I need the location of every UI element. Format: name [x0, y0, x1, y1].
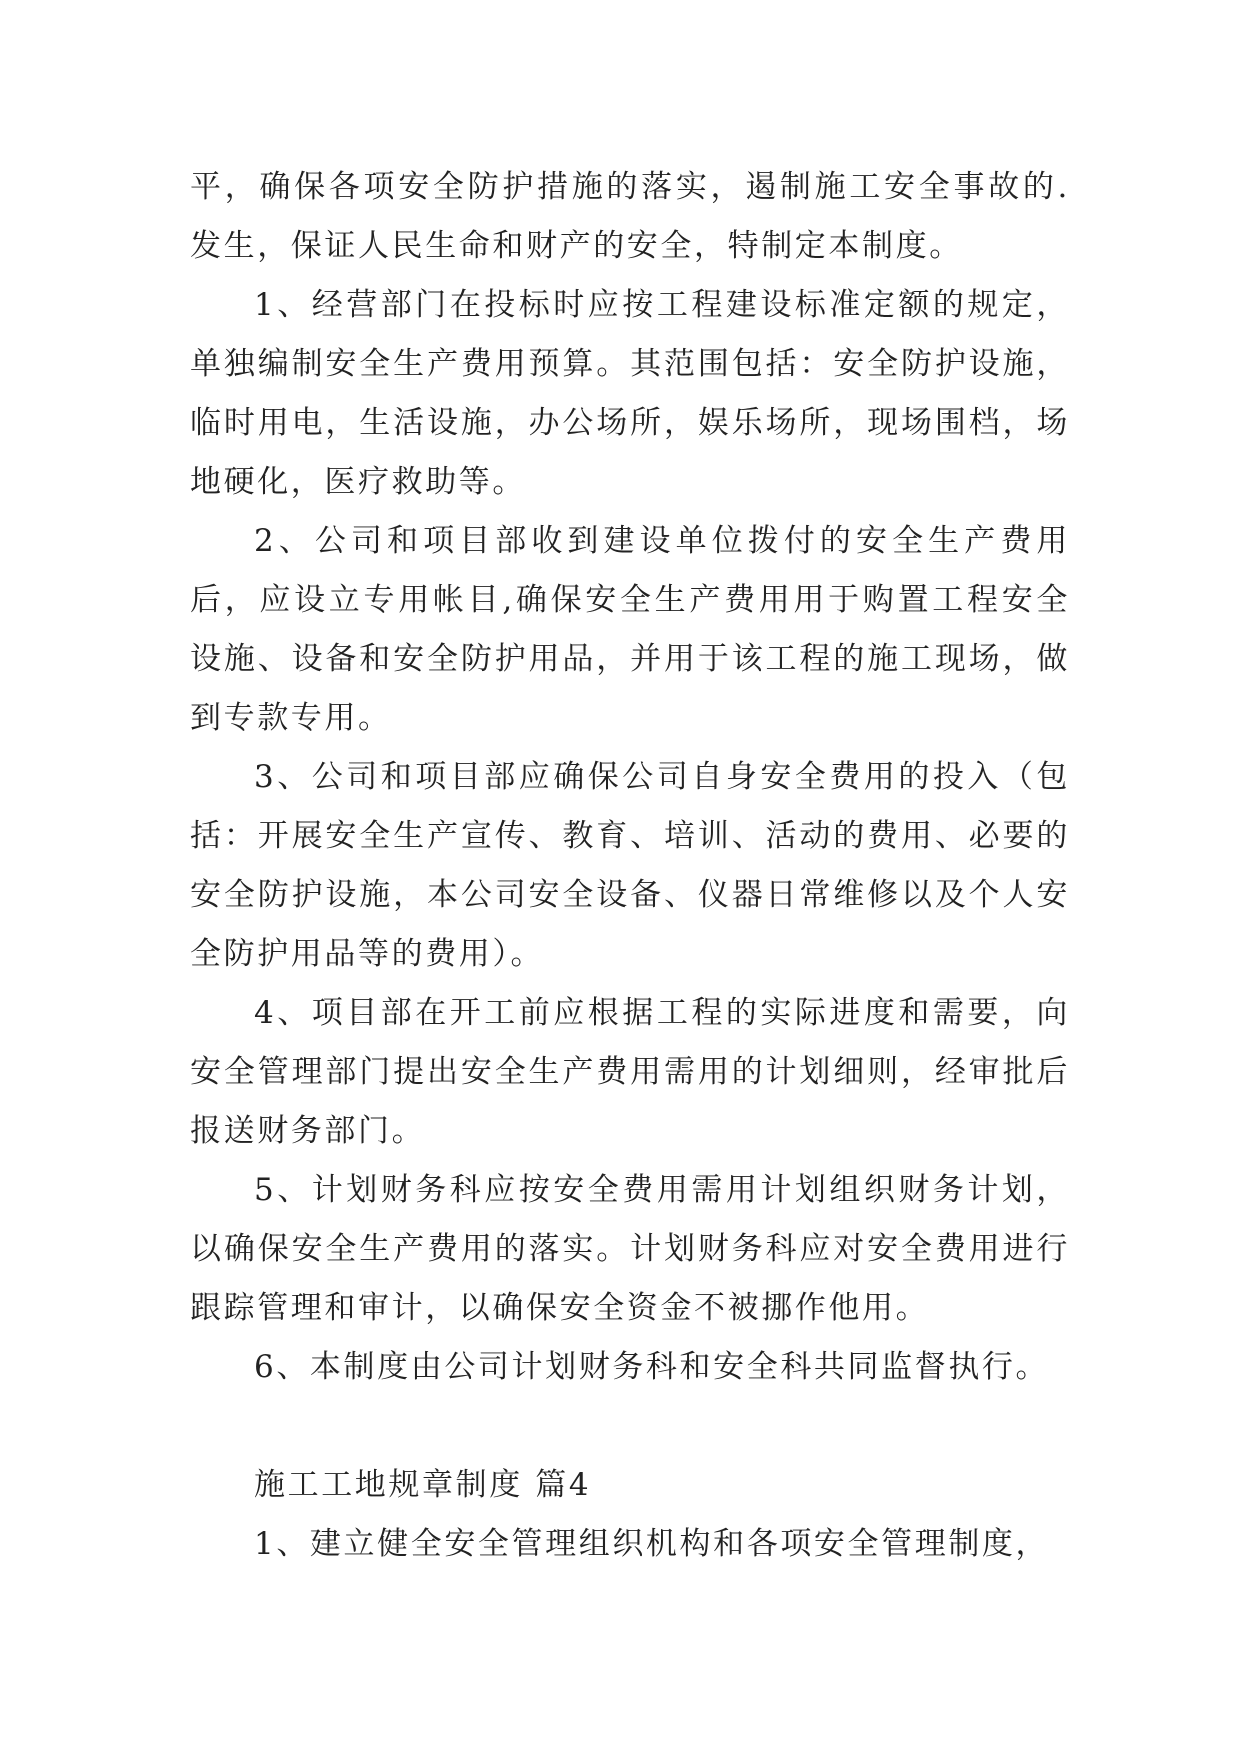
paragraph-item-3: 3、公司和项目部应确保公司自身安全费用的投入（包括：开展安全生产宣传、教育、培训、活动的费用、必要的安全防护设施，本公司安全设备、仪器日常维修以及个人安全防护用品等的费用）。: [190, 759, 1070, 972]
paragraph-item-2: 2、公司和项目部收到建设单位拨付的安全生产费用后，应设立专用帐目,确保安全生产费用用于购置工程安全设施、设备和安全防护用品，并用于该工程的施工现场，做到专款专用。: [190, 523, 1070, 736]
paragraph-item-4: 4、项目部在开工前应根据工程的实际进度和需要，向安全管理部门提出安全生产费用需用的计划细则，经审批后报送财务部门。: [190, 995, 1070, 1149]
paragraph-item-6: 6、本制度由公司计划财务科和安全科共同监督执行。: [254, 1349, 1050, 1385]
document-body: [190, 158, 1070, 1574]
paragraph-item-1: 1、经营部门在投标时应按工程建设标准定额的规定，单独编制安全生产费用预算。其范围包括：安全防护设施，临时用电，生活设施，办公场所，娱乐场所，现场围档，场地硬化，医疗救助等。: [190, 287, 1070, 500]
section-heading: 施工工地规章制度 篇4: [254, 1467, 592, 1503]
paragraph-continuation: 平，确保各项安全防护措施的落实，遏制施工安全事故的.发生，保证人民生命和财产的安全，特制定本制度。: [190, 169, 1070, 264]
paragraph-item-5: 5、计划财务科应按安全费用需用计划组织财务计划，以确保安全生产费用的落实。计划财务科应对安全费用进行跟踪管理和审计，以确保安全资金不被挪作他用。: [190, 1172, 1070, 1326]
paragraph-section-item-1: 1、建立健全安全管理组织机构和各项安全管理制度，: [254, 1526, 1050, 1562]
